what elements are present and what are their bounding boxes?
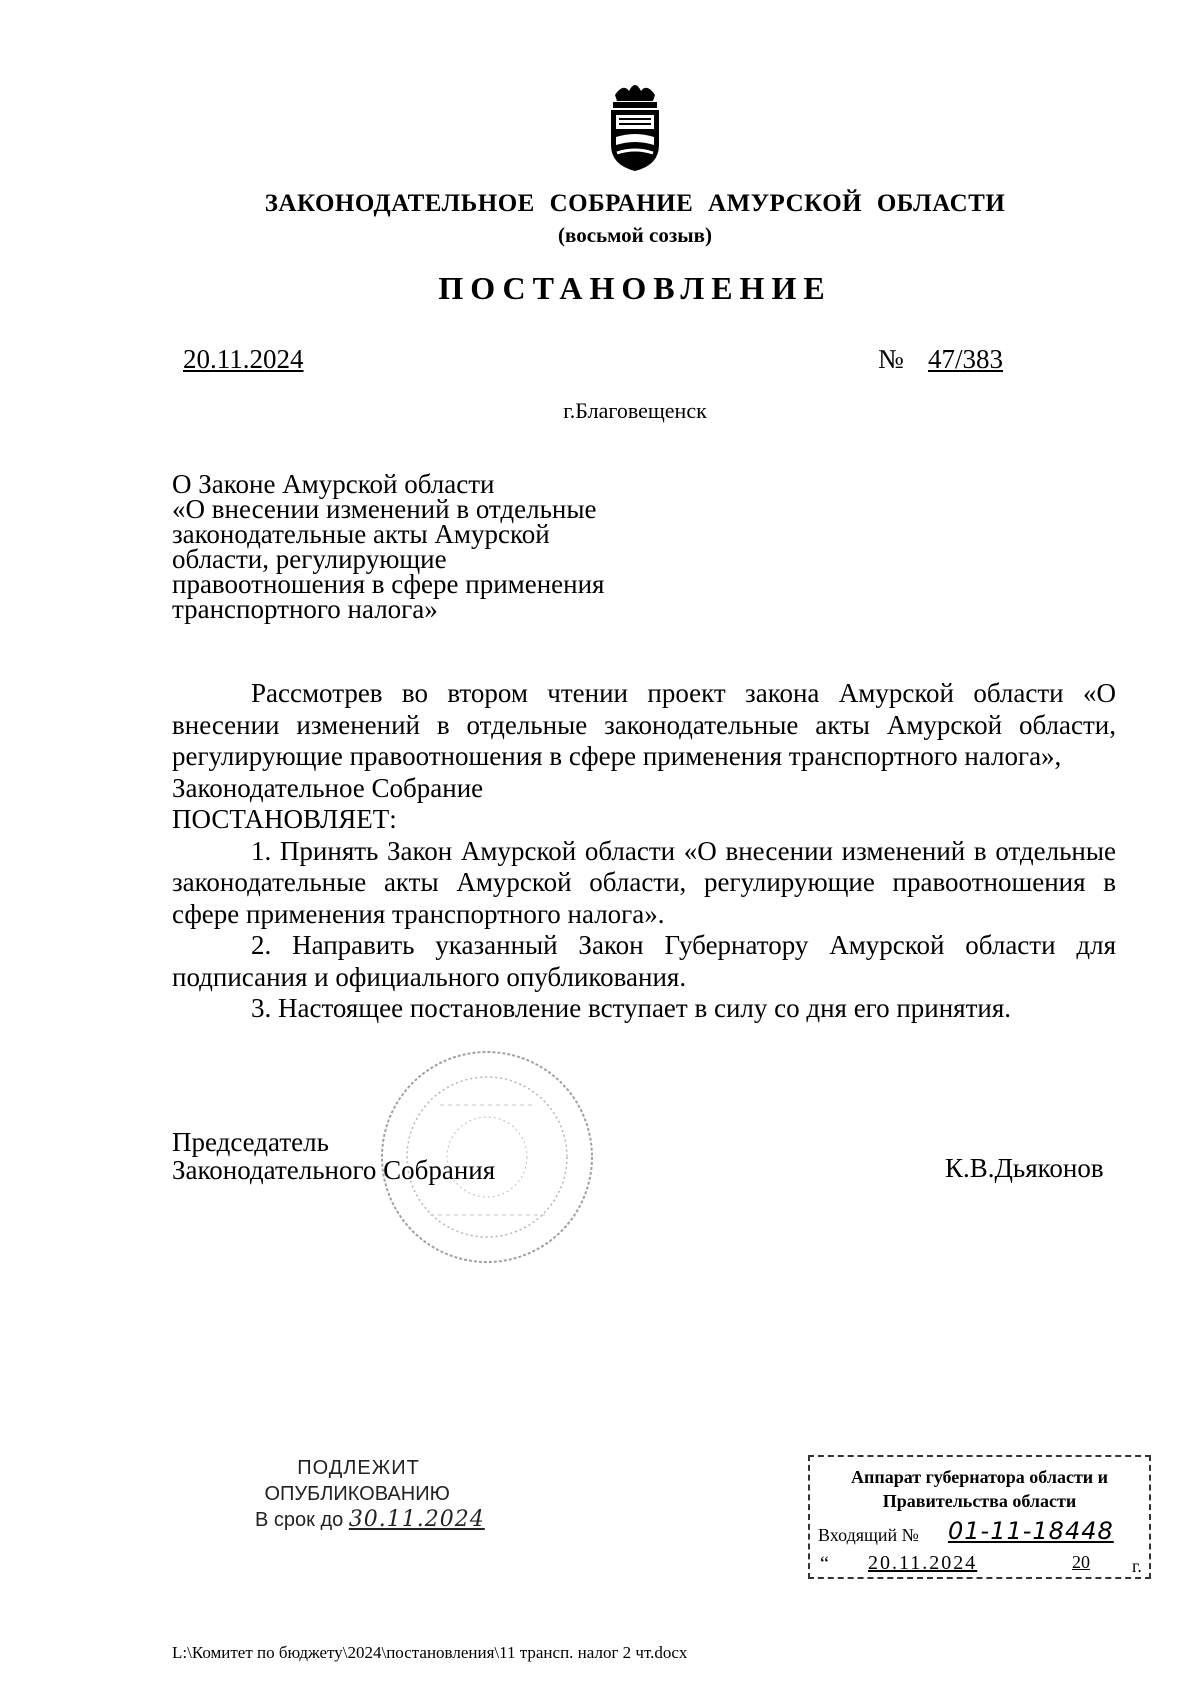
subject-line: «О внесении изменений в отдельные (172, 494, 597, 524)
document-subject (172, 469, 692, 624)
stamp-quote: “ (820, 1553, 829, 1575)
subject-line: транспортного налога» (172, 594, 438, 624)
incoming-date: 20.11.2024 (868, 1552, 978, 1574)
incoming-label: Входящий № (818, 1525, 919, 1545)
signatory-name: К.В.Дьяконов (945, 1153, 1104, 1183)
signatory-title (172, 1128, 495, 1184)
file-path: L:\Комитет по бюджету\2024\постановления\11 трансп. налог 2 чт.docx (172, 1643, 688, 1662)
publication-line: ОПУБЛИКОВАНИЮ (264, 1483, 450, 1505)
signatory-title-line: Председатель (172, 1127, 329, 1157)
city: г.Благовещенск (563, 398, 707, 423)
resolution-item: 1. Принять Закон Амурской области «О внесении изменений в отдельные законодательные акты Амурской области, регулирующие правоотношения в сфере применения транспортного налога». (172, 835, 1116, 929)
organization-name: ЗАКОНОДАТЕЛЬНОЕ СОБРАНИЕ АМУРСКОЙ ОБЛАСТИ (264, 190, 1006, 217)
incoming-number: 01-11-18448 (948, 1517, 1114, 1545)
deadline-prefix: В срок до (255, 1509, 344, 1531)
document-date: 20.11.2024 (183, 344, 304, 374)
year-suffix: 20 (1072, 1552, 1090, 1572)
assembly-line: Законодательное Собрание (172, 772, 484, 803)
coat-of-arms-icon (605, 75, 665, 175)
publication-line: ПОДЛЕЖИТ (297, 1457, 420, 1479)
document-type: ПОСТАНОВЛЕНИЕ (438, 270, 832, 306)
resolution-item: 3. Настоящее постановление вступает в силу со дня его принятия. (251, 993, 1012, 1023)
stamp-title (810, 1465, 1149, 1513)
document-number: 47/383 (928, 344, 1004, 374)
subject-line: правоотношения в сфере применения (172, 569, 605, 599)
resolution-item: 2. Направить указанный Закон Губернатору Амурской области для подписания и официального опубликования. (172, 930, 1116, 992)
handwritten-date: 30.11.2024 (348, 1507, 485, 1532)
subject-line: О Законе Амурской области (172, 469, 495, 499)
year-g: г. (1132, 1556, 1142, 1576)
convocation: (восьмой созыв) (558, 223, 712, 247)
stamp-title-line: Правительства области (882, 1491, 1077, 1511)
incoming-registration-stamp (808, 1455, 1151, 1579)
stamp-title-line: Аппарат губернатора области и (850, 1467, 1109, 1487)
subject-line: законодательные акты Амурской (172, 519, 550, 549)
preamble: Рассмотрев во втором чтении проект закона Амурской области «О внесении изменений в отдельные законодательные акты Амурской области, регулирующие правоотношения в сфере применения транспортного налога», (172, 678, 1116, 771)
publication-stamp (255, 1455, 485, 1533)
resolves-line: ПОСТАНОВЛЯЕТ: (172, 804, 397, 834)
subject-line: области, регулирующие (172, 544, 447, 574)
signatory-title-line: Законодательного Собрания (172, 1155, 496, 1185)
number-label: № (878, 344, 904, 374)
publication-deadline (255, 1507, 485, 1533)
document-body (172, 678, 1116, 1025)
